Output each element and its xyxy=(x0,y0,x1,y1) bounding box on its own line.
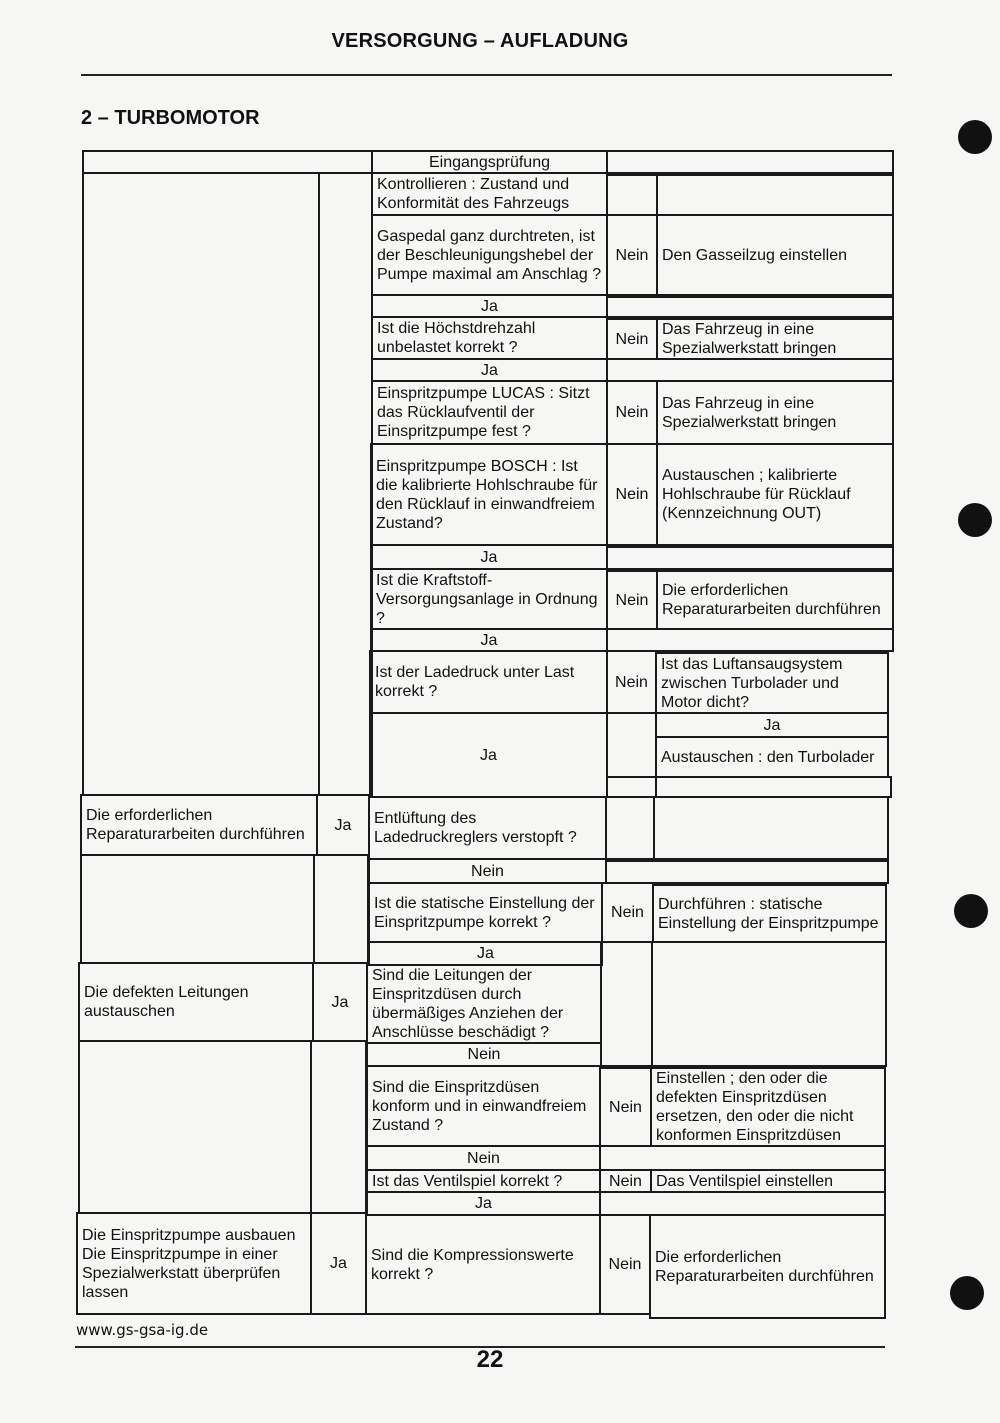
question-12: Ist das Ventilspiel korrekt ? xyxy=(366,1169,601,1193)
header-left-blank xyxy=(82,150,373,174)
ja-4: Ja xyxy=(370,628,608,652)
q4-action: Das Fahrzeug in eine Spezialwerkstatt bringen xyxy=(656,380,894,445)
ja-2: Ja xyxy=(371,358,608,382)
ja-2-right xyxy=(606,358,894,382)
q6-no: Nein xyxy=(606,570,658,630)
q8-no-blank xyxy=(605,796,655,860)
nein-2: Nein xyxy=(366,1042,602,1067)
q7-no: Nein xyxy=(606,650,657,714)
q3-action: Das Fahrzeug in eine Spezialwerkstatt bringen xyxy=(656,318,894,360)
question-11: Sind die Einspritzdüsen konform und in einwandfreiem Zustand ? xyxy=(366,1065,601,1147)
q13-action: Die erforderlichen Reparaturarbeiten durchführen xyxy=(649,1214,886,1319)
q11-action: Einstellen ; den oder die defekten Einspritzdüsen ersetzen, den oder die nicht konformen Einspritzdüsen xyxy=(650,1067,886,1147)
q11-no: Nein xyxy=(599,1067,652,1147)
q13-no: Nein xyxy=(599,1214,651,1315)
punch-hole-icon xyxy=(954,894,988,928)
q10-left-action: Die defekten Leitungen austauschen xyxy=(78,962,314,1042)
nein-3-right xyxy=(599,1145,886,1171)
q10-ja: Ja xyxy=(312,962,368,1042)
left-block-2 xyxy=(80,854,315,964)
question-9: Ist die statische Einstellung der Einspritzpumpe korrekt ? xyxy=(368,882,603,943)
q5-action: Austauschen ; kalibrierte Hohlschraube für Rücklauf (Kennzeichnung OUT) xyxy=(656,443,894,546)
punch-hole-icon xyxy=(950,1276,984,1310)
left-ja-block-3 xyxy=(310,1040,367,1214)
q5-no: Nein xyxy=(606,443,658,546)
ja-1-right xyxy=(606,296,894,318)
q7-action-ja: Ja xyxy=(655,712,889,738)
question-10: Sind die Leitungen der Einspritzdüsen durch übermäßiges Anziehen der Anschlüsse beschädigt ? xyxy=(366,964,602,1044)
punch-hole-icon xyxy=(958,503,992,537)
q2-action: Den Gasseilzug einstellen xyxy=(656,214,894,296)
q13-left-action: Die Einspritzpumpe ausbauen Die Einspritzpumpe in einer Spezialwerkstatt überprüfen lassen xyxy=(76,1212,312,1315)
ja-5: Ja xyxy=(369,712,608,798)
ja-7: Ja xyxy=(366,1191,601,1216)
q1-action-blank xyxy=(656,174,894,216)
header-right-blank xyxy=(606,150,894,174)
footer-url: www.gs-gsa-ig.de xyxy=(76,1321,209,1339)
section-title: 2 – TURBOMOTOR xyxy=(81,107,260,129)
q2-no: Nein xyxy=(606,214,658,296)
q7-action: Ist das Luftansaugsystem zwischen Turbolader und Motor dicht? xyxy=(655,652,889,714)
nein-1-right xyxy=(605,860,889,884)
nein-3: Nein xyxy=(366,1145,601,1171)
ja-1: Ja xyxy=(371,294,608,318)
q12-no: Nein xyxy=(599,1169,652,1193)
ja-6: Ja xyxy=(368,941,603,966)
left-block-3 xyxy=(78,1040,312,1214)
page-header: VERSORGUNG – AUFLADUNG xyxy=(331,30,629,52)
q10-action-blank xyxy=(651,941,887,1067)
q9-action: Durchführen : statische Einstellung der Einspritzpumpe xyxy=(652,884,887,943)
ja-3: Ja xyxy=(370,544,608,570)
q13-ja: Ja xyxy=(310,1212,367,1315)
question-5: Einspritzpumpe BOSCH : Ist die kalibrierte Hohlschraube für den Rücklauf in einwandfreiem Zustand? xyxy=(370,443,608,546)
question-13: Sind die Kompressionswerte korrekt ? xyxy=(365,1214,601,1315)
header-rule xyxy=(81,74,892,76)
q1-no-blank xyxy=(606,174,658,216)
entry-check: Eingangsprüfung xyxy=(371,150,608,174)
q8-left-action: Die erforderlichen Reparaturarbeiten durchführen xyxy=(80,794,318,856)
ja-7-right xyxy=(599,1191,886,1216)
question-2: Gaspedal ganz durchtreten, ist der Beschleunigungshebel der Pumpe maximal am Anschlag ? xyxy=(371,214,608,296)
ja-5-right-strip xyxy=(606,776,892,798)
nein-1: Nein xyxy=(368,858,607,884)
punch-hole-icon xyxy=(958,120,992,154)
q7-action-2: Austauschen : den Turbolader xyxy=(655,736,889,778)
page-number: 22 xyxy=(476,1346,504,1373)
q10-no-blank xyxy=(600,941,653,1067)
q4-no: Nein xyxy=(606,380,658,445)
q6-action: Die erforderlichen Reparaturarbeiten durchführen xyxy=(656,570,894,630)
question-6: Ist die Kraftstoff-Versorgungsanlage in Ordnung ? xyxy=(370,568,608,630)
ja-3-right xyxy=(606,546,894,570)
left-block-1 xyxy=(82,172,320,796)
question-3: Ist die Höchstdrehzahl unbelastet korrekt ? xyxy=(371,316,608,360)
question-1: Kontrollieren : Zustand und Konformität des Fahrzeugs xyxy=(371,172,608,216)
left-ja-block-1 xyxy=(318,172,373,796)
left-ja-block-2 xyxy=(313,854,369,964)
question-8: Entlüftung des Ladedruckreglers verstopft ? xyxy=(368,796,607,860)
question-4: Einspritzpumpe LUCAS : Sitzt das Rücklaufventil der Einspritzpumpe fest ? xyxy=(371,380,608,445)
q8-action-blank xyxy=(653,796,889,860)
ja-4-right xyxy=(606,628,894,652)
q9-no: Nein xyxy=(601,882,654,943)
q12-action: Das Ventilspiel einstellen xyxy=(650,1169,886,1193)
question-7: Ist der Ladedruck unter Last korrekt ? xyxy=(369,650,608,714)
q3-no: Nein xyxy=(606,318,658,360)
q8-ja: Ja xyxy=(316,794,370,856)
